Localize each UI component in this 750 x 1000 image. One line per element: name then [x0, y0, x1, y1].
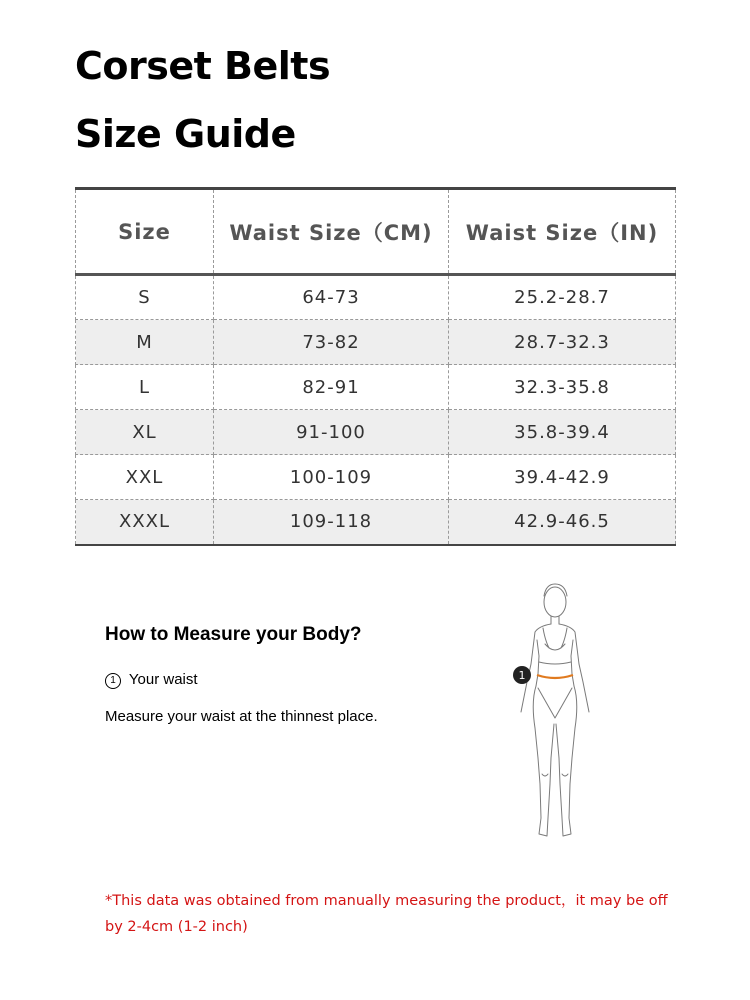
- table-row: [76, 365, 676, 410]
- disclaimer-note: *This data was obtained from manually measuring the product，it may be off by 2-4cm (1-2 inch): [105, 893, 668, 935]
- title-line-1: Corset Belts: [75, 44, 331, 88]
- cell-waist-cm: 100-109: [214, 455, 449, 500]
- table-row: [76, 410, 676, 455]
- cell-waist-cm: 109-118: [214, 500, 449, 545]
- cell-size: L: [76, 365, 214, 410]
- step-number-icon: 1: [105, 673, 121, 689]
- header-waist-in: Waist Size（IN): [449, 189, 676, 275]
- header-waist-cm: Waist Size（CM): [214, 189, 449, 275]
- title-line-2: Size Guide: [75, 112, 296, 156]
- cell-waist-in: 28.7-32.3: [449, 320, 676, 365]
- cell-waist-cm: 73-82: [214, 320, 449, 365]
- cell-size: S: [76, 275, 214, 320]
- cell-waist-in: 39.4-42.9: [449, 455, 676, 500]
- cell-waist-in: 35.8-39.4: [449, 410, 676, 455]
- size-table: [75, 187, 676, 546]
- figure-marker-label: 1: [518, 669, 526, 682]
- waist-step-label: Your waist: [128, 671, 198, 688]
- table-header-row: [76, 189, 676, 275]
- table-row: [76, 455, 676, 500]
- header-size: Size: [76, 189, 214, 275]
- measure-title: How to Measure your Body?: [105, 624, 362, 645]
- cell-size: XL: [76, 410, 214, 455]
- cell-size: XXL: [76, 455, 214, 500]
- measure-description: Measure your waist at the thinnest place.: [105, 708, 378, 725]
- cell-waist-cm: 91-100: [214, 410, 449, 455]
- cell-size: M: [76, 320, 214, 365]
- cell-waist-in: 32.3-35.8: [449, 365, 676, 410]
- table-row: [76, 275, 676, 320]
- cell-size: XXXL: [76, 500, 214, 545]
- cell-waist-in: 25.2-28.7: [449, 275, 676, 320]
- table-row: [76, 320, 676, 365]
- body-outline-figure-icon: [505, 578, 615, 850]
- cell-waist-cm: 64-73: [214, 275, 449, 320]
- waist-step: [105, 671, 198, 689]
- table-row: [76, 500, 676, 545]
- cell-waist-cm: 82-91: [214, 365, 449, 410]
- cell-waist-in: 42.9-46.5: [449, 500, 676, 545]
